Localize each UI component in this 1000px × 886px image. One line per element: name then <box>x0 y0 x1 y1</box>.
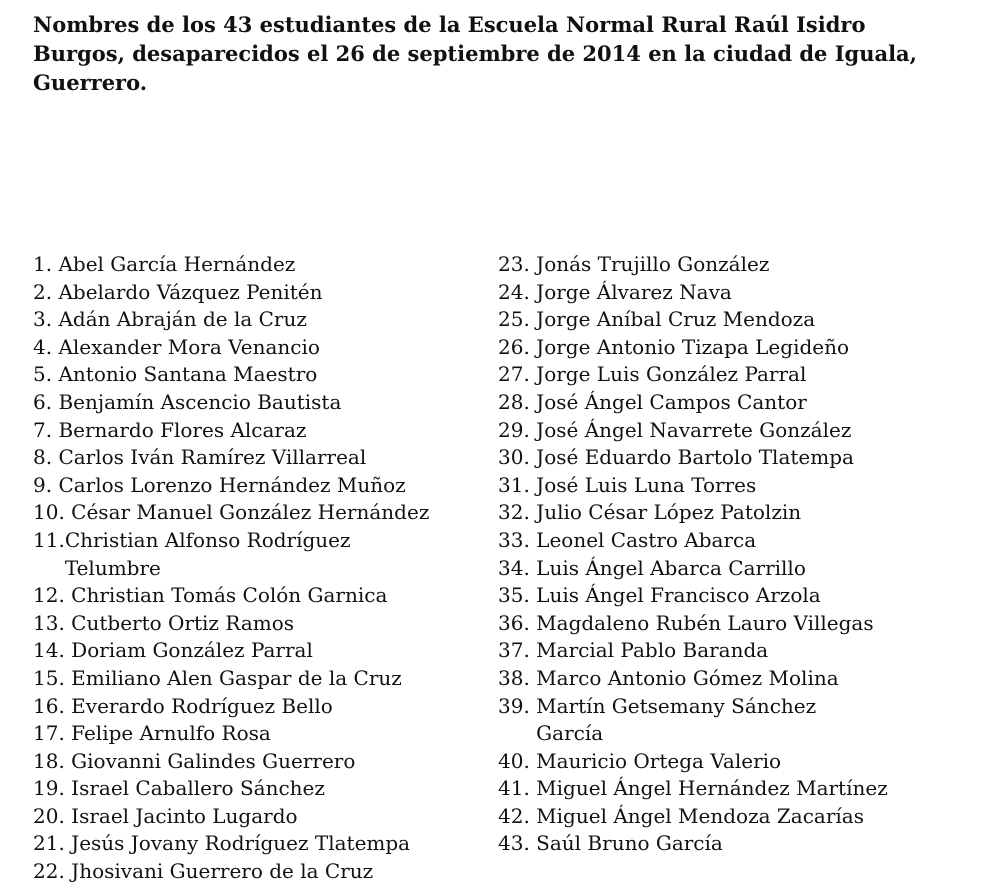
list-item-number: 22. <box>33 859 65 884</box>
list-item-name: Jorge Luis González Parral <box>536 362 807 387</box>
list-item <box>498 748 958 776</box>
list-item-name: Carlos Iván Ramírez Villarreal <box>58 445 367 470</box>
list-item-name: José Eduardo Bartolo Tlatempa <box>536 445 854 470</box>
list-item-number: 14. <box>33 638 65 663</box>
list-item-number: 19. <box>33 776 65 801</box>
list-item <box>498 637 958 665</box>
list-item-number: 12. <box>33 583 65 608</box>
list-item <box>498 472 958 500</box>
list-item-name: Cutberto Ortiz Ramos <box>71 610 295 635</box>
list-item-number: 36. <box>498 610 530 635</box>
list-item-name: José Luis Luna Torres <box>536 472 757 497</box>
list-item-number: 2. <box>33 279 53 304</box>
list-item-name: Marco Antonio Gómez Molina <box>536 665 839 690</box>
list-item-name: Mauricio Ortega Valerio <box>536 748 782 773</box>
list-item <box>33 251 473 279</box>
list-item <box>33 472 473 500</box>
list-item-name: Everardo Rodríguez Bello <box>71 693 333 718</box>
list-item-name: Carlos Lorenzo Hernández Muñoz <box>58 472 406 497</box>
list-item-name: Jorge Álvarez Nava <box>536 279 732 304</box>
list-item <box>498 444 958 472</box>
list-item-name: Christian Alfonso Rodríguez Telumbre <box>64 527 351 580</box>
list-item-name: Abelardo Vázquez Penitén <box>58 279 323 304</box>
list-item-name: Benjamín Ascencio Bautista <box>58 389 342 414</box>
list-item-name: Jesús Jovany Rodríguez Tlatempa <box>71 831 411 856</box>
list-item-number: 33. <box>498 527 530 552</box>
list-item-number: 42. <box>498 803 530 828</box>
list-item-name: Christian Tomás Colón Garnica <box>71 583 388 608</box>
list-item <box>33 720 473 748</box>
list-item <box>33 582 473 610</box>
list-item-number: 9. <box>33 472 53 497</box>
list-item-number: 30. <box>498 445 530 470</box>
list-item-name: Emiliano Alen Gaspar de la Cruz <box>71 665 402 690</box>
list-item-name: Magdaleno Rubén Lauro Villegas <box>536 610 874 635</box>
list-item <box>33 803 473 831</box>
list-item <box>33 306 473 334</box>
list-item-name: José Ángel Navarrete González <box>536 417 852 442</box>
list-item <box>498 803 958 831</box>
student-list-right <box>498 251 958 858</box>
list-item-number: 1. <box>33 252 53 276</box>
list-item <box>33 527 473 582</box>
list-item-number: 8. <box>33 445 53 470</box>
list-item-number: 5. <box>33 362 53 387</box>
list-item-name: Giovanni Galindes Guerrero <box>71 748 356 773</box>
list-item-number: 43. <box>498 831 530 856</box>
list-item-name: Felipe Arnulfo Rosa <box>71 721 271 746</box>
list-item <box>498 251 958 279</box>
list-item-number: 41. <box>498 776 530 801</box>
list-item <box>498 334 958 362</box>
list-item-name: Jhosivani Guerrero de la Cruz <box>71 859 374 884</box>
list-item-number: 15. <box>33 665 65 690</box>
list-item-number: 31. <box>498 472 530 497</box>
list-item-number: 20. <box>33 803 65 828</box>
list-item <box>33 389 473 417</box>
list-item <box>498 417 958 445</box>
list-item-number: 3. <box>33 307 53 332</box>
list-item <box>498 775 958 803</box>
list-item-number: 32. <box>498 500 530 525</box>
list-item <box>498 499 958 527</box>
list-item-number: 40. <box>498 748 530 773</box>
list-item-name: Luis Ángel Francisco Arzola <box>536 583 821 608</box>
list-item-name: Leonel Castro Abarca <box>536 527 757 552</box>
list-item-name: Miguel Ángel Mendoza Zacarías <box>536 803 864 828</box>
list-item-name: Doriam González Parral <box>71 638 313 663</box>
list-item-name: Jorge Aníbal Cruz Mendoza <box>536 307 816 332</box>
list-item-number: 37. <box>498 638 530 663</box>
list-item-number: 10. <box>33 500 65 525</box>
list-item <box>498 306 958 334</box>
list-item-number: 34. <box>498 555 530 580</box>
list-item-number: 35. <box>498 583 530 608</box>
list-item <box>498 610 958 638</box>
list-item <box>33 279 473 307</box>
document-title: Nombres de los 43 estudiantes de la Escuela Normal Rural Raúl Isidro Burgos, desaparecidos el 26 de septiembre de 2014 en la ciudad de Iguala, Guerrero. <box>33 12 917 95</box>
list-item-number: 7. <box>33 417 53 442</box>
list-item <box>498 361 958 389</box>
list-item <box>33 444 473 472</box>
list-item-number: 24. <box>498 279 530 304</box>
list-item-name: Abel García Hernández <box>58 252 296 276</box>
list-item-name: Miguel Ángel Hernández Martínez <box>536 776 888 801</box>
list-item <box>33 499 473 527</box>
list-item-name: Luis Ángel Abarca Carrillo <box>536 555 806 580</box>
list-item-number: 23. <box>498 252 530 276</box>
list-item <box>33 748 473 776</box>
list-item-number: 6. <box>33 389 53 414</box>
list-item <box>33 858 473 886</box>
list-item-name: José Ángel Campos Cantor <box>536 389 807 414</box>
list-item <box>33 637 473 665</box>
list-item-number: 29. <box>498 417 530 442</box>
list-item-number: 4. <box>33 334 53 359</box>
list-item-number: 39. <box>498 693 530 718</box>
list-item-number: 21. <box>33 831 65 856</box>
list-item-name: Martín Getsemany Sánchez García <box>536 693 817 746</box>
list-item-number: 26. <box>498 334 530 359</box>
list-item-number: 38. <box>498 665 530 690</box>
list-item-number: 13. <box>33 610 65 635</box>
list-item <box>498 279 958 307</box>
list-item <box>33 693 473 721</box>
list-item-number: 11. <box>33 527 65 552</box>
list-item-name: Jonás Trujillo González <box>536 252 770 276</box>
list-item <box>33 830 473 858</box>
list-item <box>498 665 958 693</box>
list-item-name: Alexander Mora Venancio <box>58 334 320 359</box>
list-item <box>33 361 473 389</box>
list-item-name: Israel Jacinto Lugardo <box>71 803 298 828</box>
list-item-number: 25. <box>498 307 530 332</box>
list-item <box>498 527 958 555</box>
list-item <box>498 555 958 583</box>
list-item-number: 18. <box>33 748 65 773</box>
list-item <box>33 417 473 445</box>
list-item-name: Adán Abraján de la Cruz <box>58 307 307 332</box>
list-item <box>33 775 473 803</box>
list-item-name: Jorge Antonio Tizapa Legideño <box>536 334 850 359</box>
list-item-number: 28. <box>498 389 530 414</box>
list-item <box>498 389 958 417</box>
list-item <box>498 830 958 858</box>
list-item-name: Israel Caballero Sánchez <box>71 776 325 801</box>
list-item-number: 17. <box>33 721 65 746</box>
list-item-name: Bernardo Flores Alcaraz <box>58 417 307 442</box>
list-item-name: César Manuel González Hernández <box>71 500 430 525</box>
list-item-name: Julio César López Patolzin <box>536 500 802 525</box>
list-item <box>498 693 958 748</box>
list-item-name: Marcial Pablo Baranda <box>536 638 769 663</box>
list-item-number: 16. <box>33 693 65 718</box>
list-item <box>33 610 473 638</box>
list-item <box>498 582 958 610</box>
list-item <box>33 665 473 693</box>
list-item-name: Saúl Bruno García <box>536 831 723 856</box>
list-item-name: Antonio Santana Maestro <box>58 362 318 387</box>
student-list-left <box>33 251 473 886</box>
list-item <box>33 334 473 362</box>
list-item-number: 27. <box>498 362 530 387</box>
